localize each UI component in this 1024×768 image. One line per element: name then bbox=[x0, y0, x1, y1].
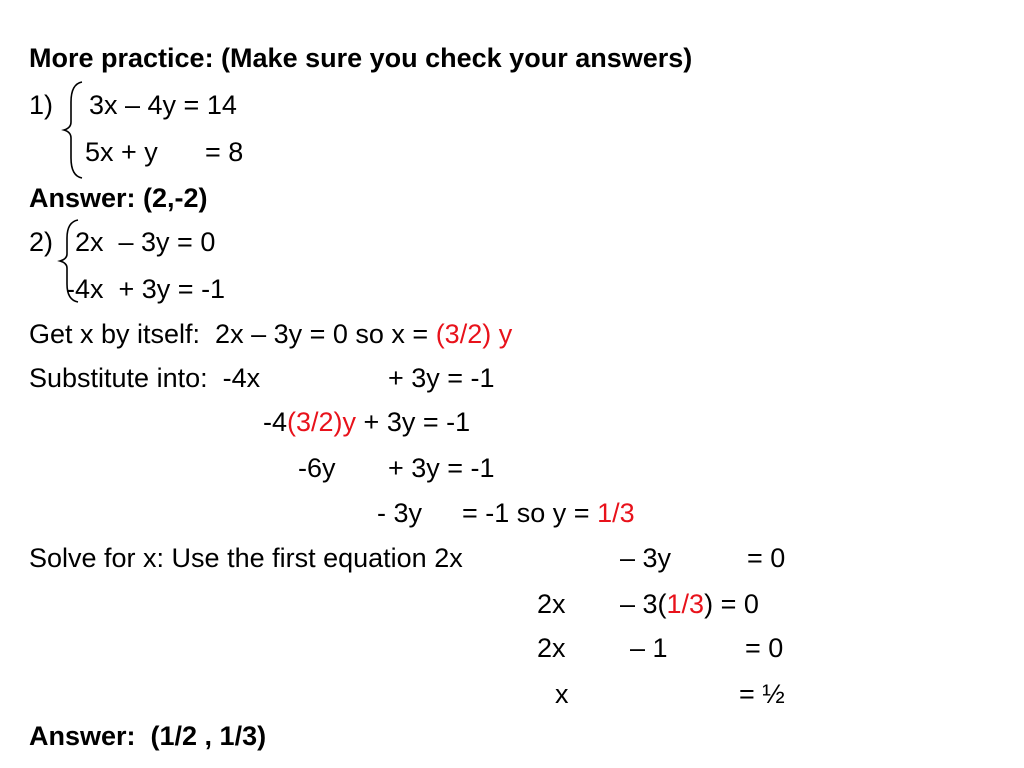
x-line-3-right: = ½ bbox=[739, 679, 785, 709]
substitution-line-2-left: -6y bbox=[298, 453, 336, 483]
problem-1-equation-2-left: 5x + y bbox=[85, 137, 158, 167]
isolate-x-text: Get x by itself: 2x – 3y = 0 so x = bbox=[29, 319, 436, 349]
solve-x-middle: – 3y bbox=[620, 543, 672, 573]
x-line-3-left: x bbox=[555, 679, 569, 709]
substitution-line-3-left: - 3y bbox=[377, 498, 423, 528]
solve-x-right: = 0 bbox=[747, 543, 786, 573]
x-line-1-left: 2x bbox=[537, 589, 566, 619]
y-value-highlight: 1/3 bbox=[597, 498, 635, 528]
substitution-line-1 bbox=[263, 406, 470, 438]
substitution-remainder: + 3y = -1 bbox=[356, 407, 471, 437]
substitute-label: Substitute into: -4x bbox=[29, 363, 261, 393]
problem-2-equation-1: 2x – 3y = 0 bbox=[75, 227, 216, 257]
x-line-1-highlight: 1/3 bbox=[666, 589, 705, 619]
x-line-1-text: – 3( bbox=[620, 589, 667, 619]
substitution-line-2-right: + 3y = -1 bbox=[388, 453, 495, 483]
y-solution-text: = -1 so y = bbox=[462, 498, 598, 528]
problem-1-number: 1) bbox=[29, 90, 54, 120]
problem-2-equation-2: -4x + 3y = -1 bbox=[66, 274, 226, 304]
slide-heading: More practice: (Make sure you check your answers) bbox=[29, 43, 693, 73]
x-line-2-right: = 0 bbox=[745, 633, 784, 663]
isolate-x-step bbox=[29, 318, 512, 350]
problem-2-answer: Answer: (1/2 , 1/3) bbox=[29, 721, 267, 751]
x-expression-highlight: (3/2) y bbox=[435, 319, 513, 349]
solve-x-label: Solve for x: Use the first equation 2x bbox=[29, 543, 463, 573]
substitute-rest: + 3y = -1 bbox=[388, 363, 495, 393]
x-line-2-middle: – 1 bbox=[630, 633, 668, 663]
substitution-coefficient: -4 bbox=[263, 407, 288, 437]
x-line-1-end: ) = 0 bbox=[704, 589, 759, 619]
x-line-2-left: 2x bbox=[537, 633, 566, 663]
problem-1-equation-2-right: = 8 bbox=[205, 137, 244, 167]
problem-1-answer: Answer: (2,-2) bbox=[29, 183, 208, 213]
system-brace-icon bbox=[62, 80, 84, 180]
substitution-line-3-right bbox=[462, 497, 635, 529]
substituted-x-highlight: (3/2)y bbox=[287, 407, 357, 437]
problem-2-number: 2) bbox=[29, 227, 54, 257]
x-line-1-right bbox=[620, 588, 759, 620]
problem-1-equation-1: 3x – 4y = 14 bbox=[89, 90, 237, 120]
